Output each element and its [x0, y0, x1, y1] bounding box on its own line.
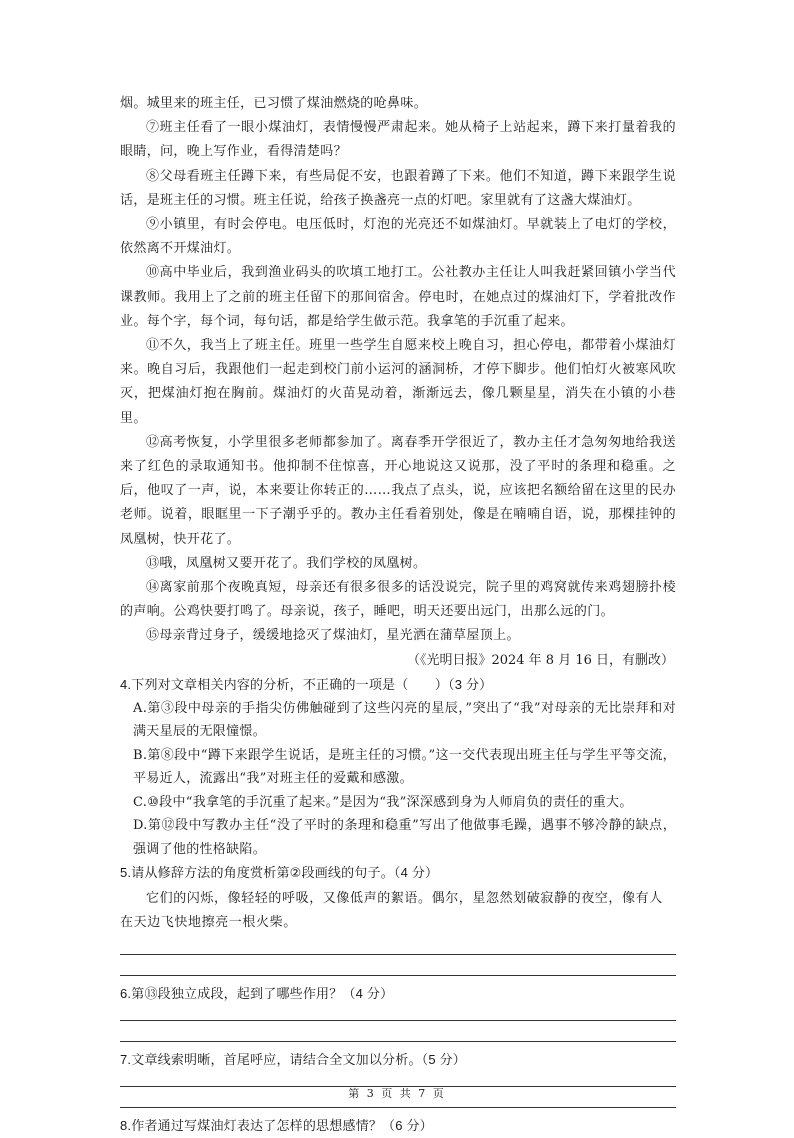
reading-passage [120, 92, 676, 673]
answer-line[interactable] [120, 1041, 676, 1042]
passage-source: （《光明日报》2024 年 8 月 16 日，有删改） [406, 652, 674, 668]
question-8 [120, 1114, 676, 1138]
answer-line[interactable] [120, 954, 676, 955]
question-6-stem: 6.第⑬段独立成段，起到了哪些作用？（4 分） [120, 986, 394, 1002]
question-6 [120, 982, 676, 1042]
question-5-quote: 它们的闪烁，像轻轻的呼吸，又像低声的絮语。偶尔，星忽然划破寂静的夜空，像有人在天边飞快地擦亮一根火柴。 [120, 891, 663, 930]
passage-paragraph-15: ⑮母亲背过身子，缓缓地捻灭了煤油灯，星光洒在蒲草屋顶上。 [146, 628, 520, 644]
answer-line[interactable] [120, 975, 676, 976]
question-7-stem: 7.文章线索明晰，首尾呼应，请结合全文加以分析。（5 分） [120, 1052, 466, 1068]
passage-paragraph-14: ⑭离家前那个夜晚真短，母亲还有很多很多的话没说完，院子里的鸡窝就传来鸡翅膀扑棱的声响。公鸡快要打鸣了。母亲说，孩子，睡吧，明天还要出远门，出那么远的门。 [120, 580, 676, 620]
question-5 [120, 861, 676, 976]
option-c: C.⑩段中“我拿笔的手沉重了起来。”是因为“我”深深感到身为人师肩负的责任的重大。 [133, 794, 633, 810]
question-4-stem: 4.下列对文章相关内容的分析，不正确的一项是（ ）（3 分） [120, 676, 493, 692]
passage-paragraph: 烟。城里来的班主任，已习惯了煤油燃烧的呛鼻味。 [120, 96, 428, 111]
option-b: B.第⑧段中“蹲下来跟学生说话，是班主任的习惯。”这一交代表现出班主任与学生平等交流，平易近人，流露出“我”对班主任的爱戴和感激。 [133, 747, 676, 787]
passage-paragraph-11: ⑪不久，我当上了班主任。班里一些学生自愿来校上晚自习，担心停电，都带着小煤油灯来。晚自习后，我跟他们一起走到校门前小运河的涵洞桥，才停下脚步。他们怕灯火被寒风吹灭，把煤油灯抱在胸前。煤油灯的火苗晃动着，渐渐远去，像几颗星星，消失在小镇的小巷里。 [120, 338, 676, 426]
question-5-stem: 5.请从修辞方法的角度赏析第②段画线的句子。（4 分） [120, 865, 439, 881]
answer-line[interactable] [120, 1020, 676, 1021]
passage-paragraph-7: ⑦班主任看了一眼小煤油灯，表情慢慢严肃起来。她从椅子上站起来，蹲下来打量着我的眼睛，问，晚上写作业，看得清楚吗？ [120, 120, 676, 160]
answer-line[interactable] [120, 1107, 676, 1108]
passage-paragraph-12: ⑫高考恢复，小学里很多老师都参加了。离春季开学很近了，教办主任才急匆匆地给我送来了红色的录取通知书。他抑制不住惊喜，开心地说这又说那，没了平时的条理和稳重。之后，他叹了一声，说，本来要让你转正的……我点了点头，说，应该把名额给留在这里的民办老师。说着，眼眶里一下子潮乎乎的。教办主任看着别处，像是在喃喃自语，说，那棵挂钟的凤凰树，快开花了。 [120, 434, 676, 547]
passage-paragraph-13: ⑬哦，凤凰树又要开花了。我们学校的凤凰树。 [146, 555, 427, 571]
passage-paragraph-8: ⑧父母看班主任蹲下来，有些局促不安，也跟着蹲了下来。他们不知道，蹲下来跟学生说话，是班主任的习惯。班主任说，给孩子换盏亮一点的灯吧。家里就有了这盏大煤油灯。 [120, 168, 676, 208]
passage-paragraph-10: ⑩高中毕业后，我到渔业码头的吹填工地打工。公社教办主任让人叫我赶紧回镇小学当代课教师。我用上了之前的班主任留下的那间宿舍。停电时，在她点过的煤油灯下，学着批改作业。每个字，每个词，每句话，都是给学生做示范。我拿笔的手沉重了起来。 [120, 265, 676, 329]
option-d: D.第⑫段中写教办主任“没了平时的条理和稳重”写出了他做事毛躁，遇事不够冷静的缺点，强调了他的性格缺陷。 [133, 818, 676, 857]
page-number: 第 3 页 共 7 页 [348, 1087, 446, 1100]
question-4 [120, 673, 676, 862]
option-a: A.第③段中母亲的手指尖仿佛触碰到了这些闪亮的星辰，”突出了“我”对母亲的无比崇拜和对满天星辰的无限憧憬。 [133, 700, 676, 740]
question-8-stem: 8.作者通过写煤油灯表达了怎样的思想感情？（6 分） [120, 1118, 433, 1134]
page-content [120, 92, 676, 1138]
passage-paragraph-9: ⑨小镇里，有时会停电。电压低时，灯泡的光亮还不如煤油灯。早就装上了电灯的学校，依然离不开煤油灯。 [120, 217, 676, 257]
